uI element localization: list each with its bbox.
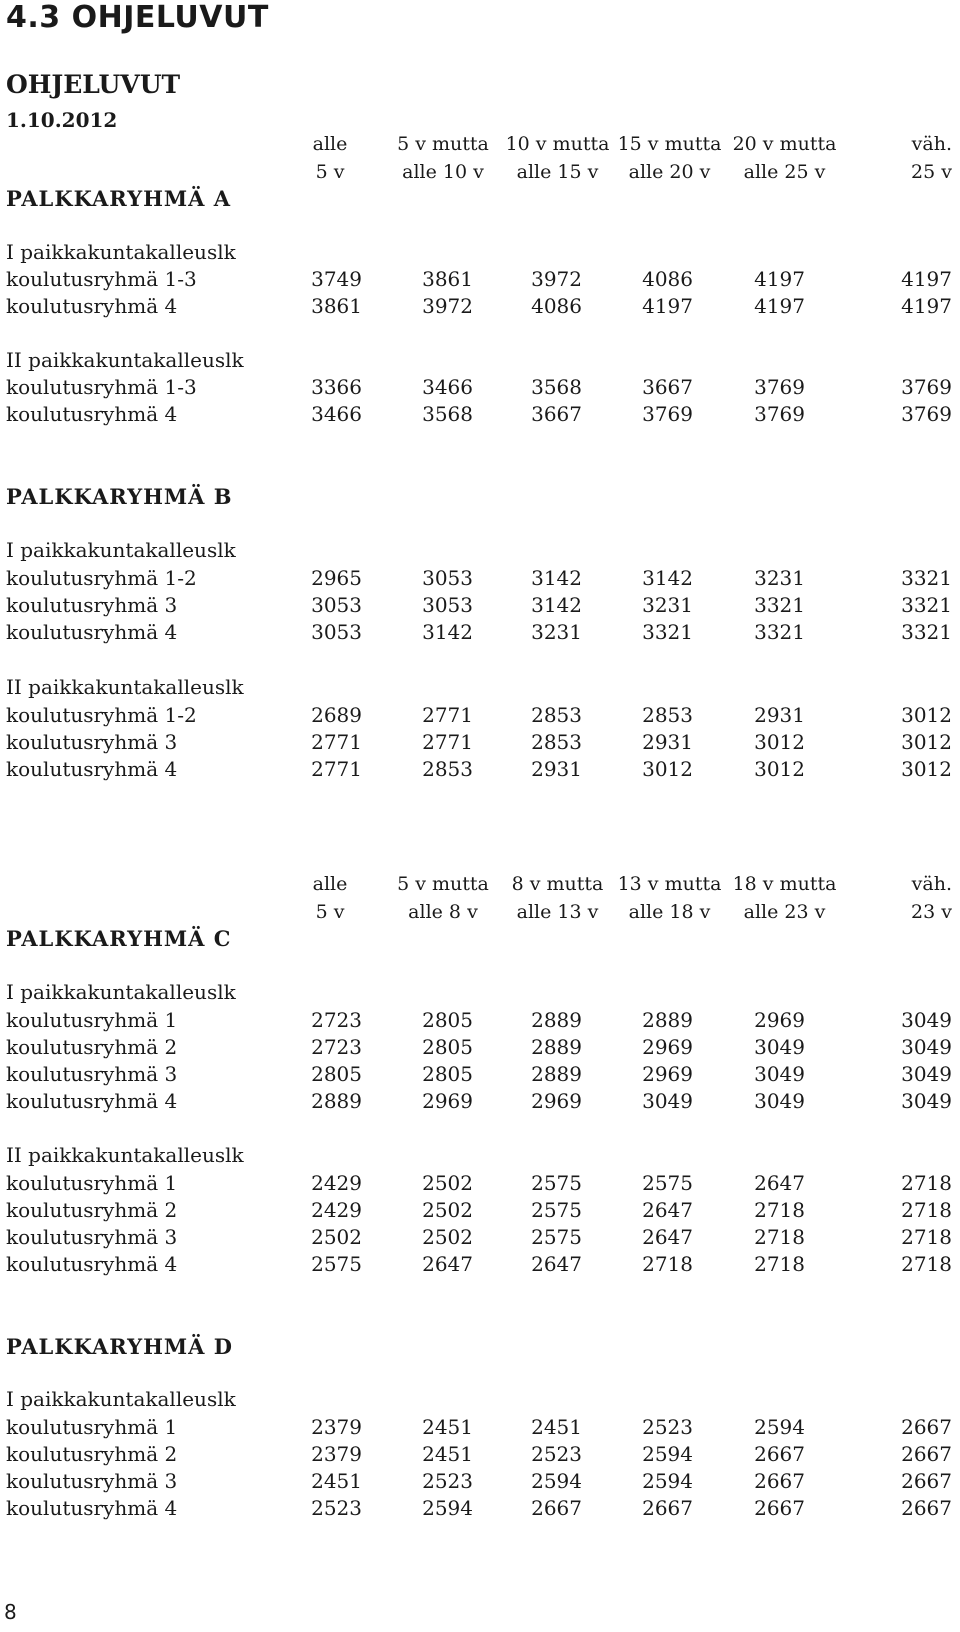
cell-value: 2502 [422, 1225, 473, 1249]
cell-value: 2723 [311, 1008, 362, 1032]
row-label: koulutusryhmä 1-2 [6, 566, 197, 590]
column-header [300, 870, 360, 926]
cell-value: 2667 [531, 1496, 582, 1520]
cell-value: 2523 [311, 1496, 362, 1520]
cell-value: 4086 [531, 294, 582, 318]
cell-value: 3012 [901, 703, 952, 727]
column-header-line: väh. [911, 133, 952, 155]
cell-value: 2667 [754, 1496, 805, 1520]
page-number: 8 [4, 1600, 17, 1624]
subgroup-label: I paikkakuntakalleuslk [6, 538, 236, 562]
cell-value: 3321 [901, 593, 952, 617]
cell-value: 2523 [531, 1442, 582, 1466]
cell-value: 2969 [531, 1089, 582, 1113]
cell-value: 2575 [531, 1225, 582, 1249]
cell-value: 2718 [754, 1252, 805, 1276]
cell-value: 2853 [642, 703, 693, 727]
cell-value: 3231 [531, 620, 582, 644]
row-label: koulutusryhmä 4 [6, 757, 178, 781]
table-row [0, 1415, 960, 1443]
cell-value: 3366 [311, 375, 362, 399]
cell-value: 2379 [311, 1442, 362, 1466]
cell-value: 2594 [754, 1415, 805, 1439]
group-title-d: PALKKARYHMÄ D [6, 1334, 233, 1359]
subgroup-label: I paikkakuntakalleuslk [6, 980, 236, 1004]
column-header-line: alle 18 v [628, 901, 711, 923]
cell-value: 2771 [311, 730, 362, 754]
cell-value: 2647 [531, 1252, 582, 1276]
cell-value: 3049 [901, 1035, 952, 1059]
column-header-line: 18 v mutta [732, 873, 837, 895]
subgroup-label: I paikkakuntakalleuslk [6, 1387, 236, 1411]
table-row [0, 375, 960, 403]
row-label: koulutusryhmä 4 [6, 1089, 178, 1113]
cell-value: 2969 [642, 1035, 693, 1059]
cell-value: 2889 [642, 1008, 693, 1032]
cell-value: 2889 [311, 1089, 362, 1113]
cell-value: 2429 [311, 1198, 362, 1222]
cell-value: 3667 [531, 402, 582, 426]
cell-value: 2689 [311, 703, 362, 727]
table-row [0, 593, 960, 621]
cell-value: 4197 [642, 294, 693, 318]
cell-value: 3861 [422, 267, 473, 291]
cell-value: 3049 [642, 1089, 693, 1113]
column-header-line: 5 v [315, 161, 345, 183]
table-row [0, 1496, 960, 1524]
cell-value: 2647 [754, 1171, 805, 1195]
cell-value: 2575 [642, 1171, 693, 1195]
column-header-line: alle 23 v [743, 901, 826, 923]
group-title-b: PALKKARYHMÄ B [6, 484, 233, 509]
column-header-line: alle 8 v [408, 901, 478, 923]
cell-value: 2647 [642, 1198, 693, 1222]
cell-value: 3049 [901, 1089, 952, 1113]
table-row [0, 402, 960, 430]
cell-value: 2889 [531, 1035, 582, 1059]
cell-value: 2718 [901, 1198, 952, 1222]
cell-value: 3142 [531, 566, 582, 590]
cell-value: 3466 [311, 402, 362, 426]
row-label: koulutusryhmä 3 [6, 593, 178, 617]
cell-value: 2594 [422, 1496, 473, 1520]
cell-value: 2523 [642, 1415, 693, 1439]
cell-value: 2594 [642, 1469, 693, 1493]
cell-value: 2853 [422, 757, 473, 781]
cell-value: 2771 [422, 703, 473, 727]
cell-value: 2805 [422, 1062, 473, 1086]
column-header-line: alle 20 v [628, 161, 711, 183]
cell-value: 2502 [422, 1198, 473, 1222]
cell-value: 3769 [642, 402, 693, 426]
cell-value: 2718 [901, 1252, 952, 1276]
column-header-line: alle 25 v [743, 161, 826, 183]
column-header-line: 8 v mutta [511, 873, 604, 895]
cell-value: 2931 [754, 703, 805, 727]
cell-value: 2429 [311, 1171, 362, 1195]
cell-value: 2969 [422, 1089, 473, 1113]
column-header [727, 870, 842, 926]
row-label: koulutusryhmä 2 [6, 1035, 178, 1059]
cell-value: 2718 [901, 1225, 952, 1249]
column-header-line: 5 v mutta [397, 133, 489, 155]
cell-value: 3142 [422, 620, 473, 644]
cell-value: 3769 [901, 402, 952, 426]
cell-value: 2771 [422, 730, 473, 754]
row-label: koulutusryhmä 4 [6, 1496, 178, 1520]
row-label: koulutusryhmä 1-3 [6, 375, 197, 399]
row-label: koulutusryhmä 1 [6, 1415, 178, 1439]
column-header [860, 870, 952, 926]
column-header-line: 25 v [911, 161, 952, 183]
column-header-line: 5 v [315, 901, 345, 923]
column-header [388, 130, 498, 186]
cell-value: 3231 [754, 566, 805, 590]
cell-value: 3142 [642, 566, 693, 590]
table-row [0, 1089, 960, 1117]
cell-value: 2647 [422, 1252, 473, 1276]
cell-value: 2965 [311, 566, 362, 590]
column-header [500, 870, 615, 926]
cell-value: 2523 [422, 1469, 473, 1493]
cell-value: 2667 [901, 1442, 952, 1466]
table-row [0, 703, 960, 731]
row-label: koulutusryhmä 4 [6, 294, 178, 318]
row-label: koulutusryhmä 1-2 [6, 703, 197, 727]
cell-value: 2969 [754, 1008, 805, 1032]
cell-value: 2805 [422, 1008, 473, 1032]
cell-value: 3053 [311, 620, 362, 644]
document-title: OHJELUVUT [6, 70, 181, 99]
table-row [0, 1008, 960, 1036]
cell-value: 2931 [642, 730, 693, 754]
cell-value: 2647 [642, 1225, 693, 1249]
column-header [612, 870, 727, 926]
cell-value: 2805 [311, 1062, 362, 1086]
cell-value: 3053 [311, 593, 362, 617]
column-header [612, 130, 727, 186]
row-label: koulutusryhmä 1 [6, 1008, 178, 1032]
column-header-line: alle [312, 873, 348, 895]
cell-value: 3049 [901, 1008, 952, 1032]
row-label: koulutusryhmä 2 [6, 1198, 178, 1222]
row-label: koulutusryhmä 3 [6, 1062, 178, 1086]
table-row [0, 1252, 960, 1280]
cell-value: 4197 [754, 294, 805, 318]
table-row [0, 1469, 960, 1497]
cell-value: 2667 [901, 1415, 952, 1439]
cell-value: 3466 [422, 375, 473, 399]
cell-value: 2718 [754, 1198, 805, 1222]
cell-value: 2667 [642, 1496, 693, 1520]
table-row [0, 294, 960, 322]
table-row [0, 566, 960, 594]
cell-value: 2771 [311, 757, 362, 781]
row-label: koulutusryhmä 4 [6, 402, 178, 426]
row-label: koulutusryhmä 3 [6, 1225, 178, 1249]
cell-value: 2451 [422, 1442, 473, 1466]
cell-value: 2451 [422, 1415, 473, 1439]
cell-value: 2667 [901, 1469, 952, 1493]
column-header-line: 20 v mutta [732, 133, 837, 155]
subgroup-label: II paikkakuntakalleuslk [6, 348, 244, 372]
column-header-line: 23 v [911, 901, 952, 923]
row-label: koulutusryhmä 1 [6, 1171, 178, 1195]
cell-value: 3769 [754, 402, 805, 426]
column-header-line: 15 v mutta [617, 133, 722, 155]
cell-value: 2594 [531, 1469, 582, 1493]
cell-value: 2889 [531, 1008, 582, 1032]
subgroup-label: II paikkakuntakalleuslk [6, 675, 244, 699]
cell-value: 3769 [754, 375, 805, 399]
section-heading: 4.3 OHJELUVUT [6, 0, 269, 35]
table-row [0, 1171, 960, 1199]
column-header [388, 870, 498, 926]
table-row [0, 1225, 960, 1253]
cell-value: 3012 [754, 730, 805, 754]
cell-value: 3861 [311, 294, 362, 318]
cell-value: 3667 [642, 375, 693, 399]
cell-value: 4197 [901, 294, 952, 318]
cell-value: 2718 [901, 1171, 952, 1195]
cell-value: 3142 [531, 593, 582, 617]
cell-value: 2575 [531, 1198, 582, 1222]
cell-value: 3049 [754, 1089, 805, 1113]
cell-value: 2718 [754, 1225, 805, 1249]
cell-value: 2718 [642, 1252, 693, 1276]
cell-value: 3321 [901, 620, 952, 644]
column-header-line: alle 13 v [516, 901, 599, 923]
table-row [0, 1035, 960, 1063]
cell-value: 2451 [531, 1415, 582, 1439]
cell-value: 3321 [901, 566, 952, 590]
cell-value: 4197 [901, 267, 952, 291]
cell-value: 2451 [311, 1469, 362, 1493]
cell-value: 3321 [642, 620, 693, 644]
cell-value: 3321 [754, 593, 805, 617]
cell-value: 2594 [642, 1442, 693, 1466]
cell-value: 4086 [642, 267, 693, 291]
cell-value: 3012 [901, 757, 952, 781]
cell-value: 3749 [311, 267, 362, 291]
column-header-line: väh. [911, 873, 952, 895]
table-row [0, 1442, 960, 1470]
cell-value: 2667 [754, 1442, 805, 1466]
column-header-line: alle [312, 133, 348, 155]
cell-value: 3049 [754, 1062, 805, 1086]
cell-value: 2805 [422, 1035, 473, 1059]
cell-value: 3012 [642, 757, 693, 781]
column-header-line: alle 10 v [402, 161, 484, 183]
column-header [300, 130, 360, 186]
cell-value: 2502 [422, 1171, 473, 1195]
column-header [860, 130, 952, 186]
cell-value: 3321 [754, 620, 805, 644]
cell-value: 2931 [531, 757, 582, 781]
cell-value: 3231 [642, 593, 693, 617]
column-header [727, 130, 842, 186]
table-row [0, 267, 960, 295]
cell-value: 3053 [422, 593, 473, 617]
subgroup-label: II paikkakuntakalleuslk [6, 1143, 244, 1167]
row-label: koulutusryhmä 3 [6, 1469, 178, 1493]
cell-value: 2853 [531, 703, 582, 727]
cell-value: 3568 [531, 375, 582, 399]
table-row [0, 1062, 960, 1090]
column-header-line: alle 15 v [516, 161, 599, 183]
cell-value: 2667 [754, 1469, 805, 1493]
cell-value: 2575 [311, 1252, 362, 1276]
row-label: koulutusryhmä 1-3 [6, 267, 197, 291]
cell-value: 2889 [531, 1062, 582, 1086]
cell-value: 3049 [754, 1035, 805, 1059]
cell-value: 2379 [311, 1415, 362, 1439]
row-label: koulutusryhmä 4 [6, 1252, 178, 1276]
cell-value: 4197 [754, 267, 805, 291]
cell-value: 2575 [531, 1171, 582, 1195]
cell-value: 3972 [531, 267, 582, 291]
cell-value: 2853 [531, 730, 582, 754]
subgroup-label: I paikkakuntakalleuslk [6, 240, 236, 264]
column-header-line: 13 v mutta [617, 873, 722, 895]
column-header-line: 10 v mutta [505, 133, 610, 155]
cell-value: 3769 [901, 375, 952, 399]
table-row [0, 757, 960, 785]
document-date: 1.10.2012 [6, 108, 118, 132]
row-label: koulutusryhmä 2 [6, 1442, 178, 1466]
cell-value: 3012 [901, 730, 952, 754]
group-title-c: PALKKARYHMÄ C [6, 926, 232, 951]
table-row [0, 1198, 960, 1226]
row-label: koulutusryhmä 4 [6, 620, 178, 644]
row-label: koulutusryhmä 3 [6, 730, 178, 754]
cell-value: 3972 [422, 294, 473, 318]
group-title-a: PALKKARYHMÄ A [6, 186, 232, 211]
cell-value: 3012 [754, 757, 805, 781]
cell-value: 2723 [311, 1035, 362, 1059]
table-row [0, 730, 960, 758]
column-header-line: 5 v mutta [397, 873, 489, 895]
cell-value: 3049 [901, 1062, 952, 1086]
cell-value: 2502 [311, 1225, 362, 1249]
cell-value: 3568 [422, 402, 473, 426]
column-header [500, 130, 615, 186]
cell-value: 2969 [642, 1062, 693, 1086]
cell-value: 3053 [422, 566, 473, 590]
cell-value: 2667 [901, 1496, 952, 1520]
table-row [0, 620, 960, 648]
